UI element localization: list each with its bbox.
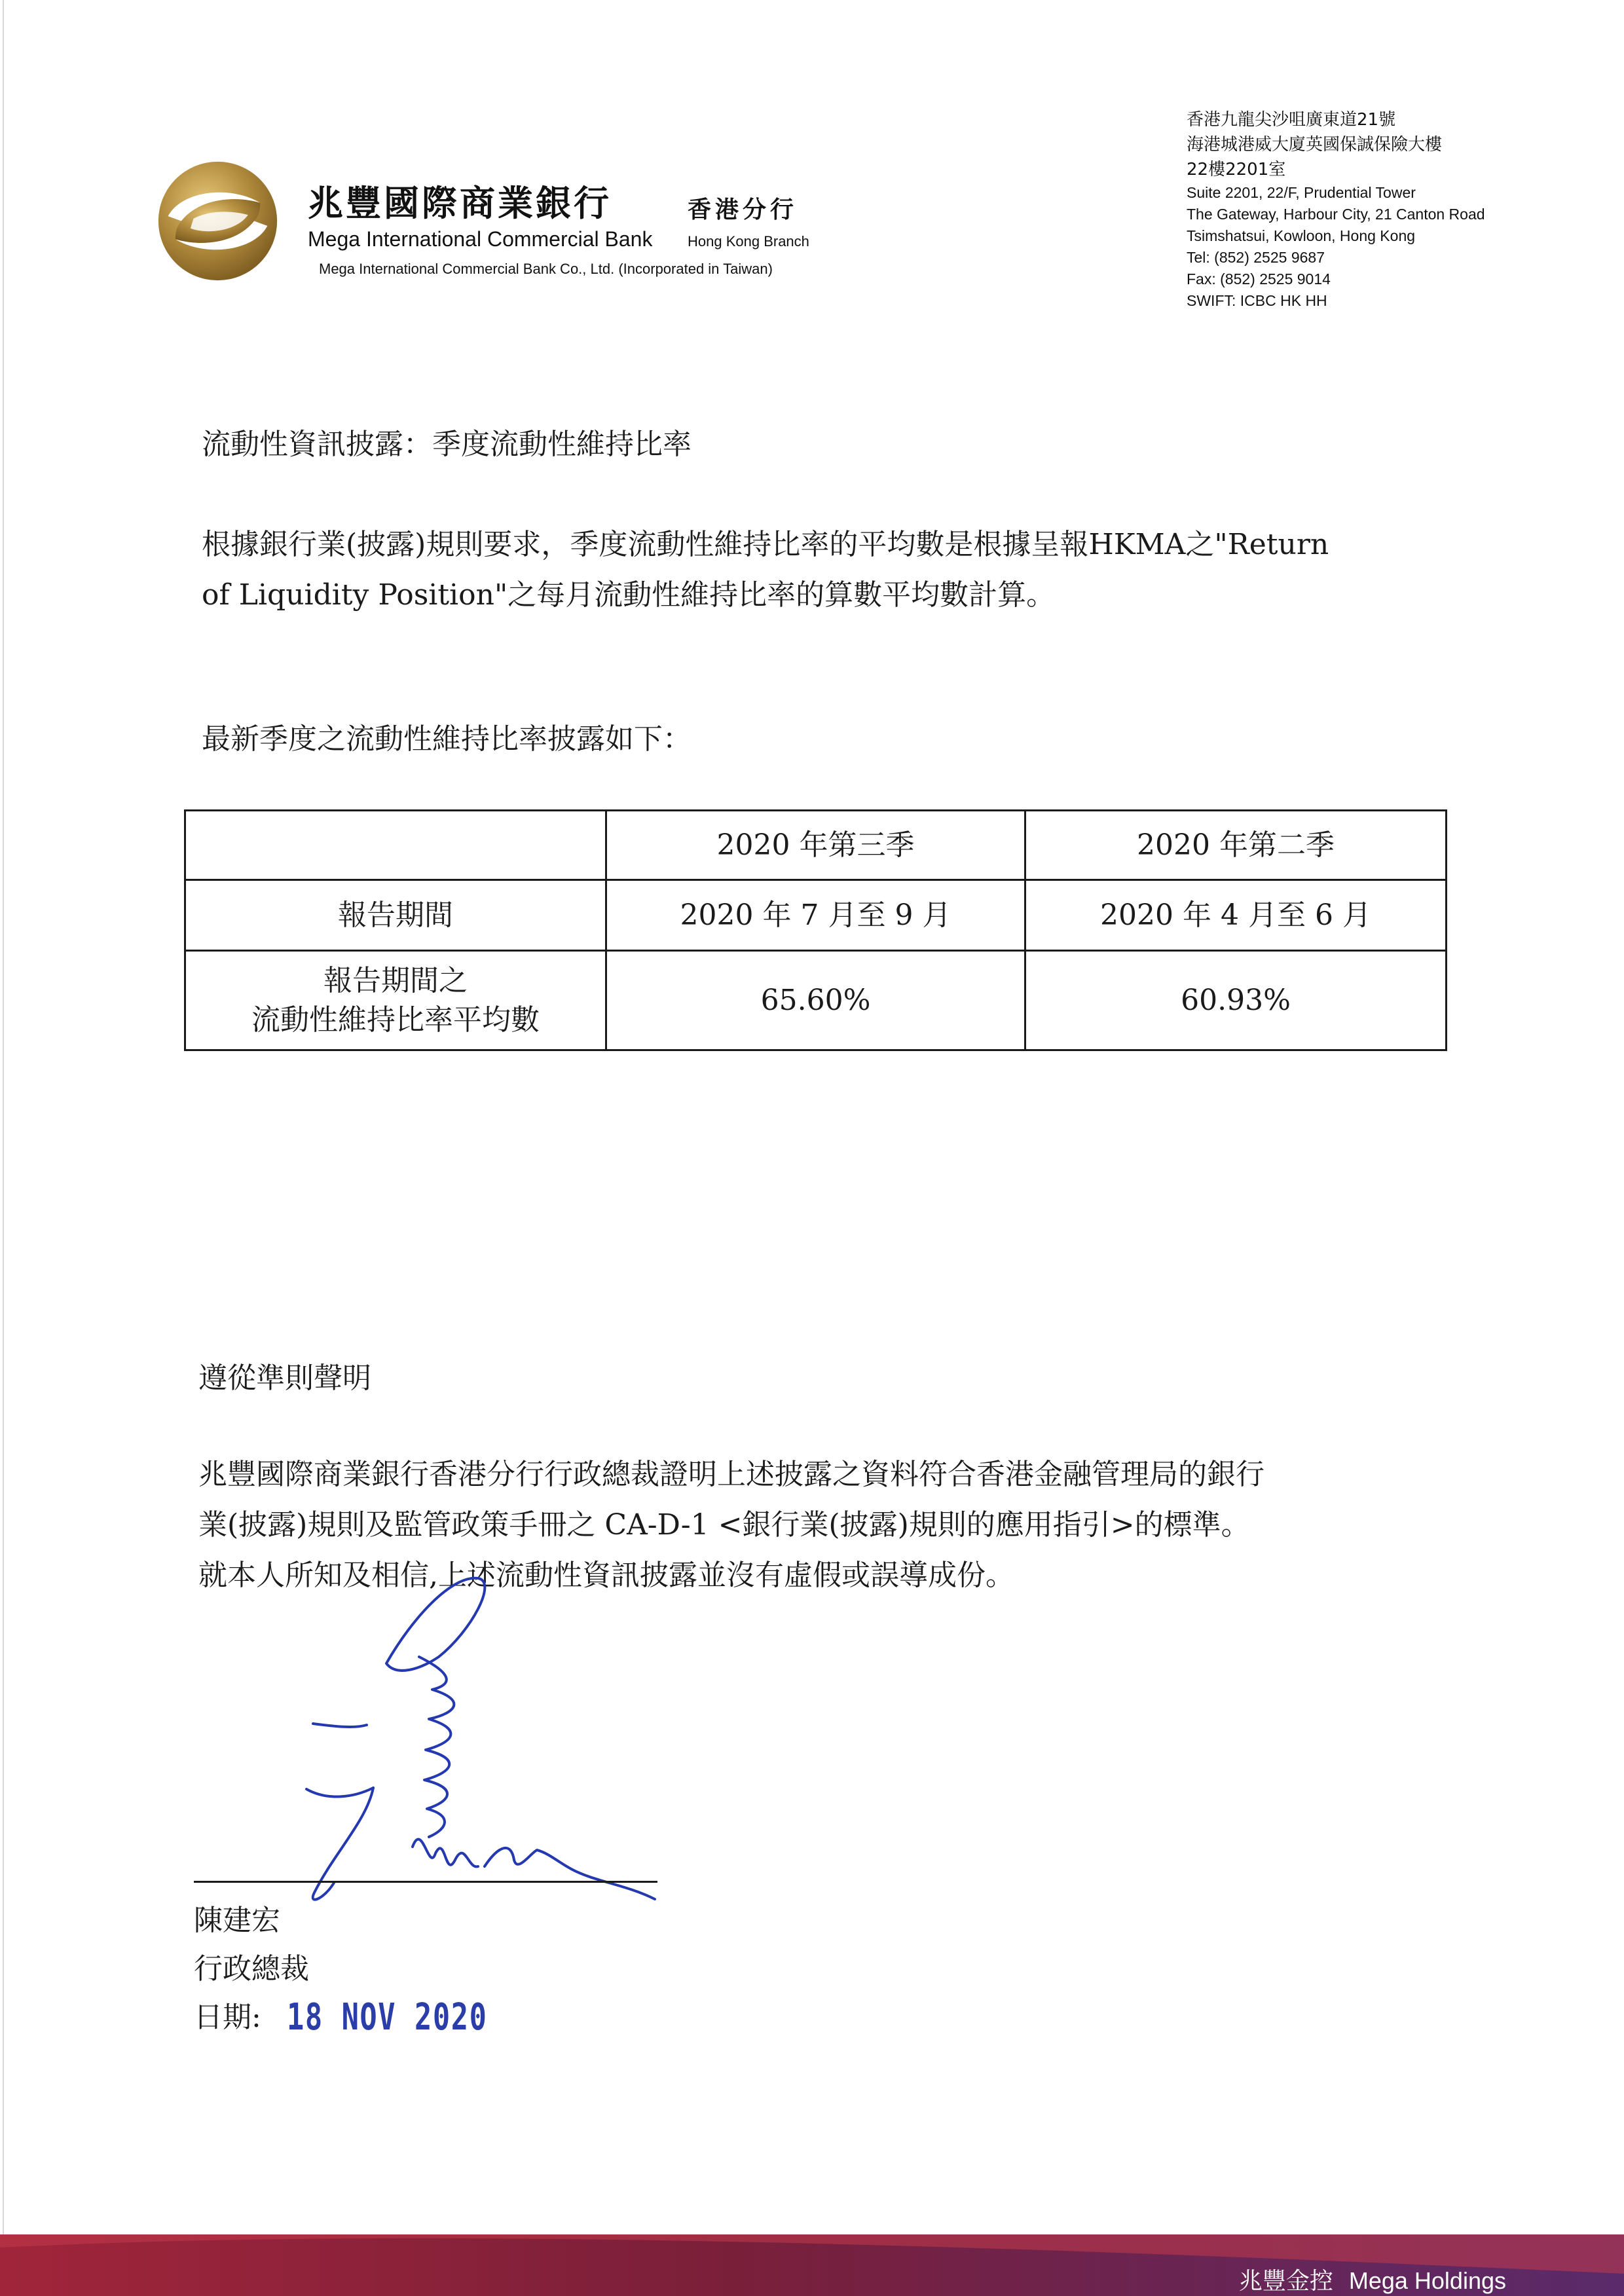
signature-line xyxy=(194,1881,657,1883)
table-row xyxy=(185,880,1447,951)
bank-name-en: Mega International Commercial Bank xyxy=(308,227,653,251)
table-row xyxy=(185,951,1447,1050)
address-en-line: Suite 2201, 22/F, Prudential Tower xyxy=(1187,184,1416,201)
footer-brand-en: Mega Holdings xyxy=(1348,2267,1506,2294)
intro-paragraph-line: of Liquidity Position"之每月流動性維持比率的算數平均數計算。 xyxy=(202,578,1056,612)
compliance-text-line: 業(披露)規則及監管政策手冊之 CA-D-1 <銀行業(披露)規則的應用指引>的標準。 xyxy=(198,1508,1250,1542)
branch-name-en: Hong Kong Branch xyxy=(688,233,809,250)
liquidity-ratio-table xyxy=(184,809,1447,1051)
swift-code: SWIFT: ICBC HK HH xyxy=(1187,292,1327,309)
ratio-label-line: 報告期間之 xyxy=(323,963,468,997)
ratio-label-line: 流動性維持比率平均數 xyxy=(251,1003,540,1037)
table-cell xyxy=(185,951,606,1050)
table-cell: 65.60% xyxy=(606,951,1025,1050)
footer-brand-zh: 兆豐金控 xyxy=(1238,2268,1333,2295)
company-incorporation-line: Mega International Commercial Bank Co., Ltd. (Incorporated in Taiwan) xyxy=(319,261,773,277)
table-cell: 60.93% xyxy=(1025,951,1447,1050)
intro-paragraph-line: 根據銀行業(披露)規則要求，季度流動性維持比率的平均數是根據呈報HKMA之"Return xyxy=(202,528,1329,561)
compliance-text-line: 就本人所知及相信,上述流動性資訊披露並沒有虛假或誤導成份。 xyxy=(198,1559,1014,1592)
table-header-cell: 2020 年第三季 xyxy=(606,811,1025,880)
compliance-heading: 遵從準則聲明 xyxy=(198,1361,371,1395)
signer-title: 行政總裁 xyxy=(194,1952,309,1986)
address-block xyxy=(1187,107,1485,312)
table-intro: 最新季度之流動性維持比率披露如下： xyxy=(202,722,692,756)
compliance-text-line: 兆豐國際商業銀行香港分行行政總裁證明上述披露之資料符合香港金融管理局的銀行 xyxy=(198,1458,1264,1491)
table-cell: 報告期間 xyxy=(185,880,606,951)
mega-bank-logo-icon xyxy=(157,160,278,282)
date-stamp: 18 NOV 2020 xyxy=(287,1996,488,2039)
document-title: 流動性資訊披露：季度流動性維持比率 xyxy=(202,428,692,461)
table-header-row xyxy=(185,811,1447,880)
address-en-line: Tsimshatsui, Kowloon, Hong Kong xyxy=(1187,227,1416,244)
address-zh-line: 22樓2201室 xyxy=(1187,160,1286,179)
handwritten-signature-icon xyxy=(288,1572,694,1938)
signer-name: 陳建宏 xyxy=(194,1904,280,1937)
page-edge xyxy=(3,0,4,2296)
address-zh-line: 海港城港威大廈英國保誠保險大樓 xyxy=(1187,135,1443,155)
table-header-cell xyxy=(185,811,606,880)
bank-name-zh: 兆豐國際商業銀行 xyxy=(308,183,612,224)
table-cell: 2020 年 7 月至 9 月 xyxy=(606,880,1025,951)
branch-name-zh: 香港分行 xyxy=(688,196,798,223)
table-cell: 2020 年 4 月至 6 月 xyxy=(1025,880,1447,951)
footer-brand xyxy=(1239,2263,1506,2296)
fax: Fax: (852) 2525 9014 xyxy=(1187,270,1331,287)
telephone: Tel: (852) 2525 9687 xyxy=(1187,249,1325,266)
table-header-cell: 2020 年第二季 xyxy=(1025,811,1447,880)
address-zh-line: 香港九龍尖沙咀廣東道21號 xyxy=(1187,110,1396,130)
address-en-line: The Gateway, Harbour City, 21 Canton Road xyxy=(1187,206,1485,223)
date-label: 日期: xyxy=(194,2001,261,2034)
